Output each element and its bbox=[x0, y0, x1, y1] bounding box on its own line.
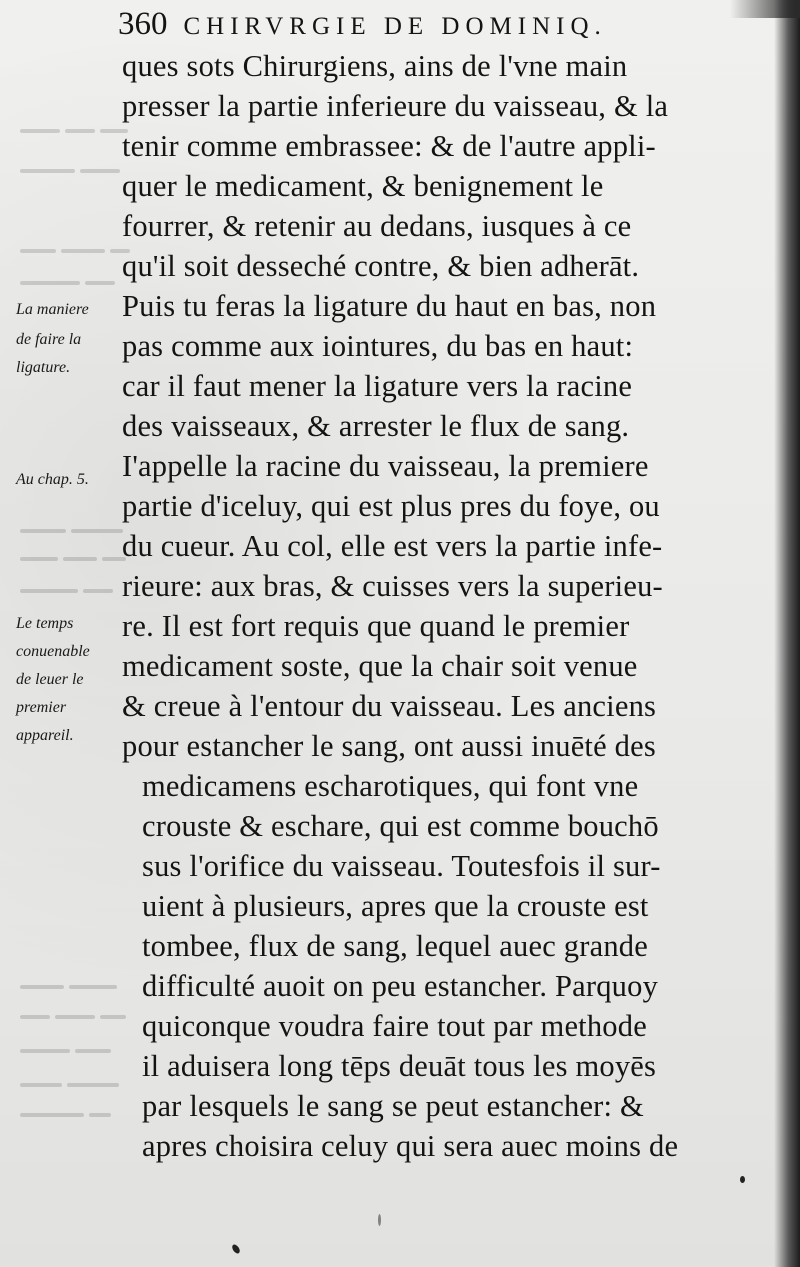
bleed-through-mark bbox=[20, 1040, 138, 1054]
text-line: fourrer, & retenir au dedans, iusques à ce bbox=[122, 209, 632, 243]
text-line: du cueur. Au col, elle est vers la partie infe- bbox=[122, 529, 663, 563]
text-line: uient à plusieurs, apres que la crouste est bbox=[142, 889, 649, 923]
bleed-through-mark bbox=[20, 240, 138, 254]
margin-note-line: La maniere bbox=[16, 301, 89, 318]
text-line: rieure: aux bras, & cuisses vers la superieu- bbox=[122, 569, 663, 603]
margin-note-line: de faire la bbox=[16, 331, 82, 348]
margin-note-line: conuenable bbox=[16, 643, 90, 660]
text-line: medicamens escharotiques, qui font vne bbox=[142, 769, 639, 803]
text-line: crouste & eschare, qui est comme bouchō bbox=[142, 809, 659, 843]
margin-note-line: de leuer le bbox=[16, 671, 84, 688]
text-line: tenir comme embrassee: & de l'autre appli- bbox=[122, 129, 656, 163]
margin-note-line: ligature. bbox=[16, 359, 71, 376]
text-line: & creue à l'entour du vaisseau. Les anciens bbox=[122, 689, 657, 723]
text-line: Puis tu feras la ligature du haut en bas, non bbox=[122, 289, 657, 323]
text-line: I'appelle la racine du vaisseau, la premiere bbox=[122, 449, 649, 483]
text-line: quer le medicament, & benignement le bbox=[122, 169, 604, 203]
ink-speck bbox=[231, 1243, 242, 1255]
margin-note-line: Au chap. 5. bbox=[16, 471, 89, 488]
bleed-through-mark bbox=[20, 1104, 138, 1118]
bleed-through-mark bbox=[20, 1006, 138, 1020]
margin-note-line: premier bbox=[16, 699, 67, 716]
text-line: sus l'orifice du vaisseau. Toutesfois il sur- bbox=[142, 849, 661, 883]
ink-speck bbox=[740, 1176, 745, 1183]
ink-speck bbox=[378, 1214, 381, 1226]
page-edge-shadow bbox=[774, 0, 800, 1267]
text-line: il aduisera long tēps deuāt tous les moyēs bbox=[142, 1049, 657, 1083]
text-line: ques sots Chirurgiens, ains de l'vne main bbox=[122, 49, 628, 83]
running-head bbox=[118, 6, 758, 50]
bleed-through-mark bbox=[20, 548, 138, 562]
text-line: tombee, flux de sang, lequel auec grande bbox=[142, 929, 648, 963]
page-number: 360 bbox=[118, 6, 168, 42]
text-line: difficulté auoit on peu estancher. Parquoy bbox=[142, 969, 659, 1003]
running-title: CHIRVRGIE DE DOMINIQ. bbox=[183, 13, 607, 40]
margin-note-line: appareil. bbox=[16, 727, 74, 744]
bleed-through-mark bbox=[20, 1074, 138, 1088]
bleed-through-mark bbox=[20, 272, 138, 286]
text-line: car il faut mener la ligature vers la racine bbox=[122, 369, 633, 403]
text-line: re. Il est fort requis que quand le premier bbox=[122, 609, 630, 643]
text-line: des vaisseaux, & arrester le flux de sang. bbox=[122, 409, 630, 443]
bleed-through-mark bbox=[20, 976, 138, 990]
text-line: quiconque voudra faire tout par methode bbox=[142, 1009, 647, 1043]
text-line: partie d'iceluy, qui est plus pres du foye, ou bbox=[122, 489, 660, 523]
text-line: qu'il soit desseché contre, & bien adherāt. bbox=[122, 249, 640, 283]
bleed-through-mark bbox=[20, 580, 138, 594]
text-line: medicament soste, que la chair soit venue bbox=[122, 649, 638, 683]
margin-note-line: Le temps bbox=[16, 615, 74, 632]
text-line: presser la partie inferieure du vaisseau, & la bbox=[122, 89, 669, 123]
text-line: apres choisira celuy qui sera auec moins de bbox=[142, 1129, 679, 1163]
text-line: pour estancher le sang, ont aussi inuēté des bbox=[122, 729, 656, 763]
bleed-through-mark bbox=[20, 120, 138, 134]
text-line: par lesquels le sang se peut estancher: & bbox=[142, 1089, 644, 1123]
bleed-through-mark bbox=[20, 520, 138, 534]
text-line: pas comme aux iointures, du bas en haut: bbox=[122, 329, 634, 363]
bleed-through-mark bbox=[20, 160, 138, 174]
